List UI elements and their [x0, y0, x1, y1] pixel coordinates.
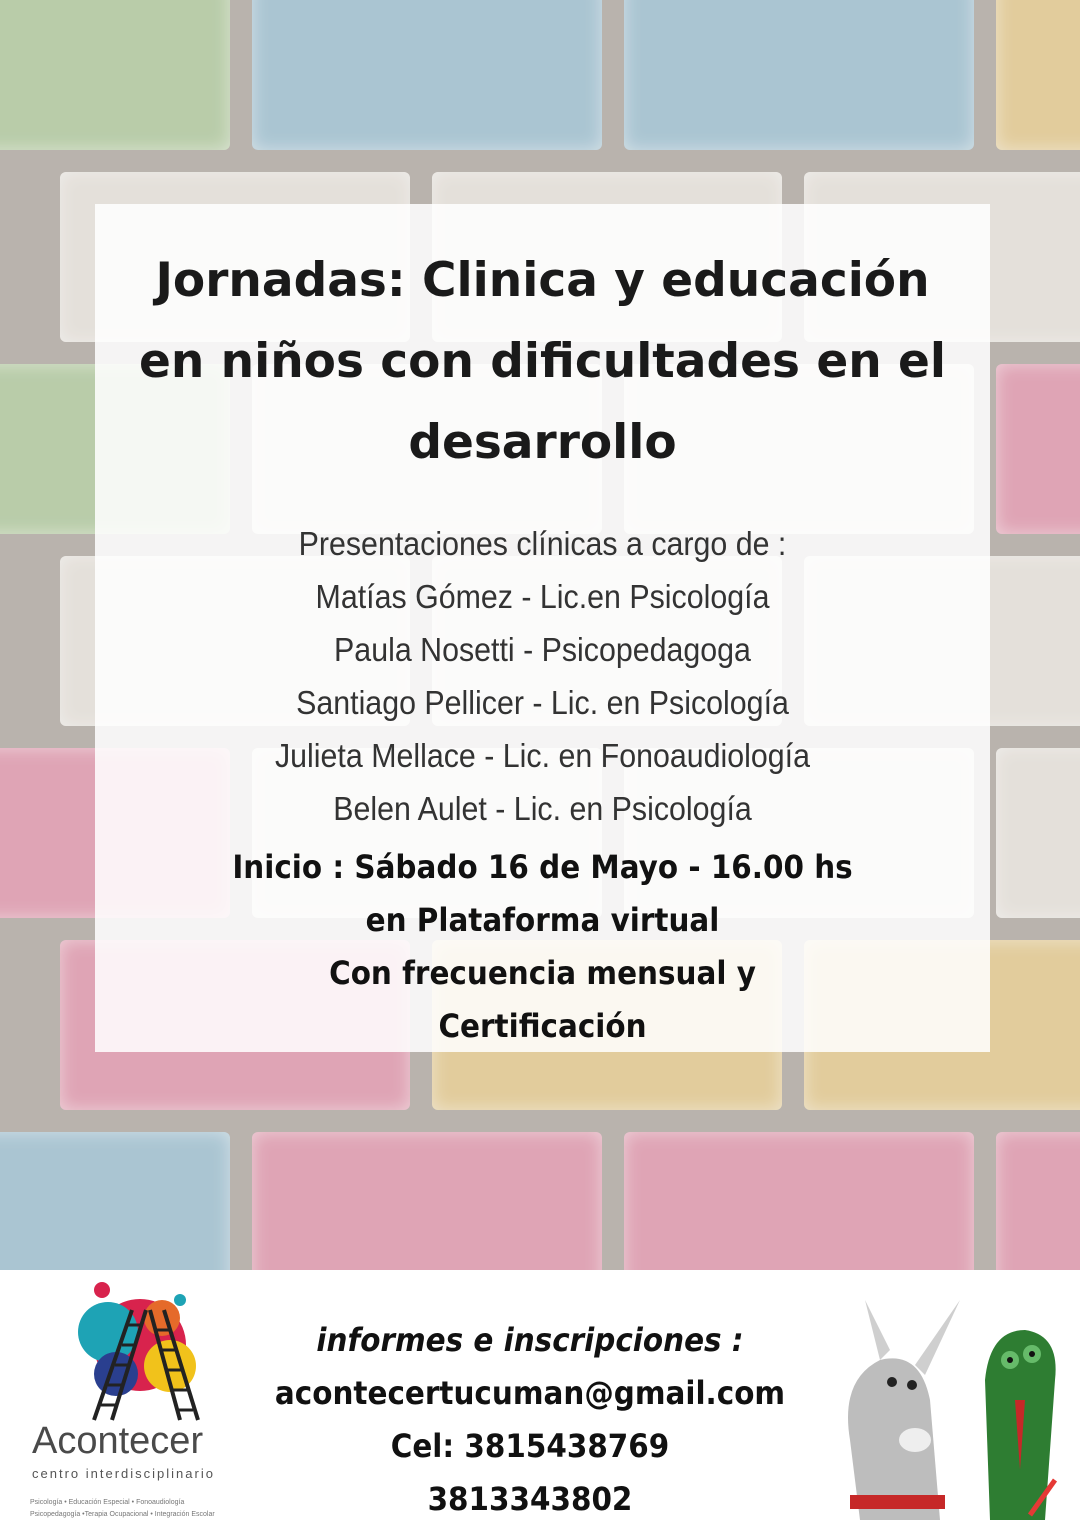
- brick: [0, 1132, 230, 1270]
- contact-heading: informes e inscripciones :: [316, 1321, 744, 1359]
- platform-text: en Plataforma virtual: [365, 901, 720, 939]
- brick: [624, 0, 974, 150]
- sock-puppets-image: [820, 1290, 1080, 1527]
- logo-tagline: Psicopedagogía •Terapia Ocupacional • Integración Escolar: [30, 1511, 215, 1518]
- paint-splash-ladder-icon: [20, 1270, 250, 1430]
- logo-tagline: Psicología • Educación Especial • Fonoaudiología: [30, 1499, 185, 1506]
- logo-name: Acontecer: [32, 1420, 204, 1462]
- announcement-panel: [95, 204, 990, 1052]
- donkey-puppet-icon: [848, 1300, 960, 1520]
- dinosaur-puppet-icon: [985, 1330, 1056, 1520]
- acontecer-logo: [20, 1270, 250, 1527]
- brick: [624, 1132, 974, 1270]
- start-date: Inicio : Sábado 16 de Mayo - 16.00 hs: [232, 848, 853, 886]
- presenter-item: Paula Nosetti - Psicopedagoga: [334, 631, 751, 668]
- event-title: Jornadas: Clinica y educación en niños con dificultades en el desarrollo: [138, 253, 947, 470]
- brick: [252, 1132, 602, 1270]
- event-details: [95, 841, 990, 1053]
- logo-subtitle: centro interdisciplinario: [32, 1466, 215, 1481]
- brick: [996, 364, 1080, 534]
- brick: [0, 0, 230, 150]
- brick: [996, 1132, 1080, 1270]
- presenter-item: Santiago Pellicer - Lic. en Psicología: [296, 684, 789, 721]
- presenter-item: Julieta Mellace - Lic. en Fonoaudiología: [274, 737, 810, 774]
- presenters-heading: Presentaciones clínicas a cargo de :: [298, 525, 787, 562]
- brick: [996, 748, 1080, 918]
- certification-text: Certificación: [438, 1007, 647, 1045]
- presenters-section: [95, 517, 990, 835]
- brick: [996, 0, 1080, 150]
- contact-phone: 3813343802: [427, 1480, 633, 1518]
- presenter-item: Belen Aulet - Lic. en Psicología: [333, 790, 752, 827]
- presenter-item: Matías Gómez - Lic.en Psicología: [315, 578, 770, 615]
- footer: [0, 1270, 1080, 1527]
- contact-info: [240, 1314, 820, 1526]
- brick: [252, 0, 602, 150]
- contact-phone: Cel: 3815438769: [390, 1427, 670, 1465]
- frequency-text: Con frecuencia mensual y: [329, 954, 756, 992]
- contact-email: acontecertucuman@gmail.com: [274, 1374, 786, 1412]
